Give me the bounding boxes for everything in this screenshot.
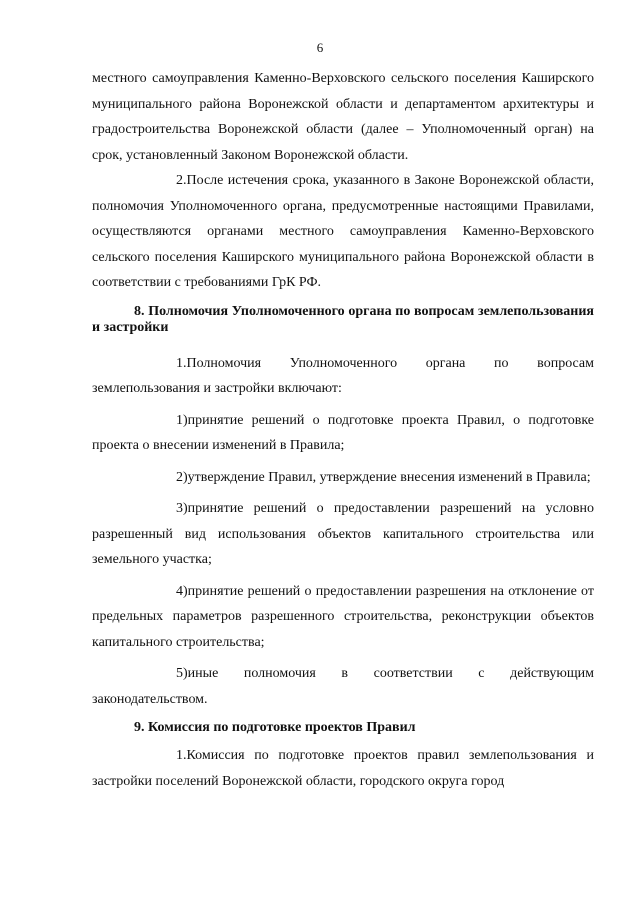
list-item-number: 1) (176, 412, 188, 428)
list-item-text: утверждение Правил, утверждение внесения изменений в Правила; (187, 469, 591, 485)
section-9-heading: 9. Комиссия по подготовке проектов Правил (134, 720, 416, 735)
list-item-text: принятие решений о подготовке проекта Правил, о подготовке проекта о внесении изменений в Правила; (92, 412, 594, 453)
list-item-text: иные полномочия в соответствии с действующим законодательством. (92, 666, 594, 707)
paragraph-text: После истечения срока, указанного в Законе Воронежской области, полномочия Уполномоченного органа, предусмотренные настоящими Правилами, осуществляются органами местного самоуправления Каменно-Верховского сельского поселения Каширского муниципального района Воронежской области в соответствии с требованиями ГрК РФ. (92, 173, 594, 290)
section-8-paragraph-1 (92, 351, 594, 402)
paragraph-number: 1. (176, 748, 187, 763)
paragraph-number: 2. (176, 173, 187, 188)
paragraph-intro-continuation: местного самоуправления Каменно-Верховского сельского поселения Каширского муниципального района Воронежской области и департаментом архитектуры и градостроительства Воронежской области (далее – Уполномоченный орган) на срок, установленный Законом Воронежской области. (92, 71, 594, 163)
paragraph-text: Комиссия по подготовке проектов правил землепользования и застройки поселений Воронежской области, городского округа город (92, 748, 594, 789)
section-8-heading: 8. Полномочия Уполномоченного органа по вопросам землепользования и застройки (92, 303, 594, 335)
list-item (92, 408, 594, 459)
paragraph-number: 1. (176, 355, 187, 371)
list-item (92, 661, 594, 712)
paragraph-text: Полномочия Уполномоченного органа по вопросам землепользования и застройки включают: (92, 355, 594, 396)
list-item (92, 496, 594, 573)
list-item-text: принятие решений о предоставлении разрешений на условно разрешенный вид использования объектов капитального строительства или земельного участка; (92, 501, 594, 567)
list-item-number: 2) (176, 469, 188, 485)
page-number: 6 (316, 40, 324, 55)
section-9-paragraph-1 (92, 743, 594, 794)
list-item-number: 4) (176, 583, 188, 599)
document-body (92, 66, 594, 794)
list-item (92, 579, 594, 656)
list-item-text: принятие решений о предоставлении разрешения на отклонение от предельных параметров разрешенного строительства, реконструкции объектов капитального строительства; (92, 583, 594, 650)
list-item-number: 5) (176, 666, 188, 681)
list-item-number: 3) (176, 501, 188, 516)
paragraph-2 (92, 168, 594, 296)
list-item (92, 465, 594, 491)
